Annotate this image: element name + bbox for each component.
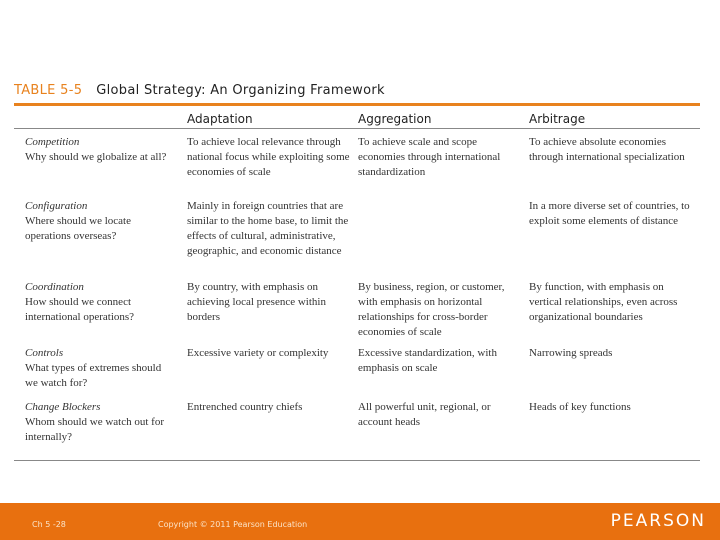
footer-bar: [0, 503, 720, 540]
table-cell: All powerful unit, regional, or account heads: [358, 401, 491, 428]
row-question: Where should we locate operations overseas?: [25, 215, 131, 242]
table-cell: Excessive standardization, with emphasis on scale: [358, 347, 497, 374]
column-header-adaptation: Adaptation: [187, 112, 253, 126]
row-label: Coordination: [25, 281, 84, 293]
table-cell: Excessive variety or complexity: [187, 347, 329, 359]
row-label-cell: [25, 135, 175, 165]
table-cell: To achieve scale and scope economies through international standardization: [358, 136, 501, 178]
row-label: Configuration: [25, 200, 88, 212]
table-cell: Entrenched country chiefs: [187, 401, 303, 413]
row-label: Competition: [25, 136, 80, 148]
row-question: Whom should we watch out for internally?: [25, 416, 164, 443]
column-header-arbitrage: Arbitrage: [529, 112, 586, 126]
row-label-cell: [25, 400, 175, 445]
row-label: Change Blockers: [25, 401, 101, 413]
row-question: What types of extremes should we watch for?: [25, 362, 162, 389]
table-cell: Mainly in foreign countries that are similar to the home base, to limit the effects of cultural, administrative, geographic, and economic distance: [187, 200, 349, 257]
table-title: [14, 83, 385, 98]
header-rule: [14, 128, 700, 129]
row-question: Why should we globalize at all?: [25, 151, 167, 163]
column-header-aggregation: Aggregation: [358, 112, 432, 126]
slide-number: Ch 5 -28: [32, 520, 66, 529]
row-label-cell: [25, 199, 175, 244]
table-cell: To achieve absolute economies through international specialization: [529, 136, 685, 163]
table-cell: Narrowing spreads: [529, 347, 613, 359]
bottom-rule: [14, 460, 700, 461]
pearson-logo: PEARSON: [610, 511, 706, 531]
copyright-text: Copyright © 2011 Pearson Education: [158, 520, 308, 529]
table-cell: In a more diverse set of countries, to exploit some elements of distance: [529, 200, 690, 227]
table-cell: To achieve local relevance through national focus while exploiting some economies of scale: [187, 136, 350, 178]
row-label-cell: [25, 280, 175, 325]
table-cell: By business, region, or customer, with emphasis on horizontal relationships for cross-border economies of scale: [358, 281, 505, 338]
table-cell: By function, with emphasis on vertical relationships, even across organizational boundaries: [529, 281, 678, 323]
row-label: Controls: [25, 347, 64, 359]
table-cell: Heads of key functions: [529, 401, 631, 413]
top-rule: [14, 103, 700, 106]
row-question: How should we connect international operations?: [25, 296, 135, 323]
table-cell: By country, with emphasis on achieving local presence within borders: [187, 281, 326, 323]
table-number: TABLE 5-5: [14, 83, 83, 98]
table-caption: Global Strategy: An Organizing Framework: [96, 83, 385, 98]
row-label-cell: [25, 346, 175, 391]
